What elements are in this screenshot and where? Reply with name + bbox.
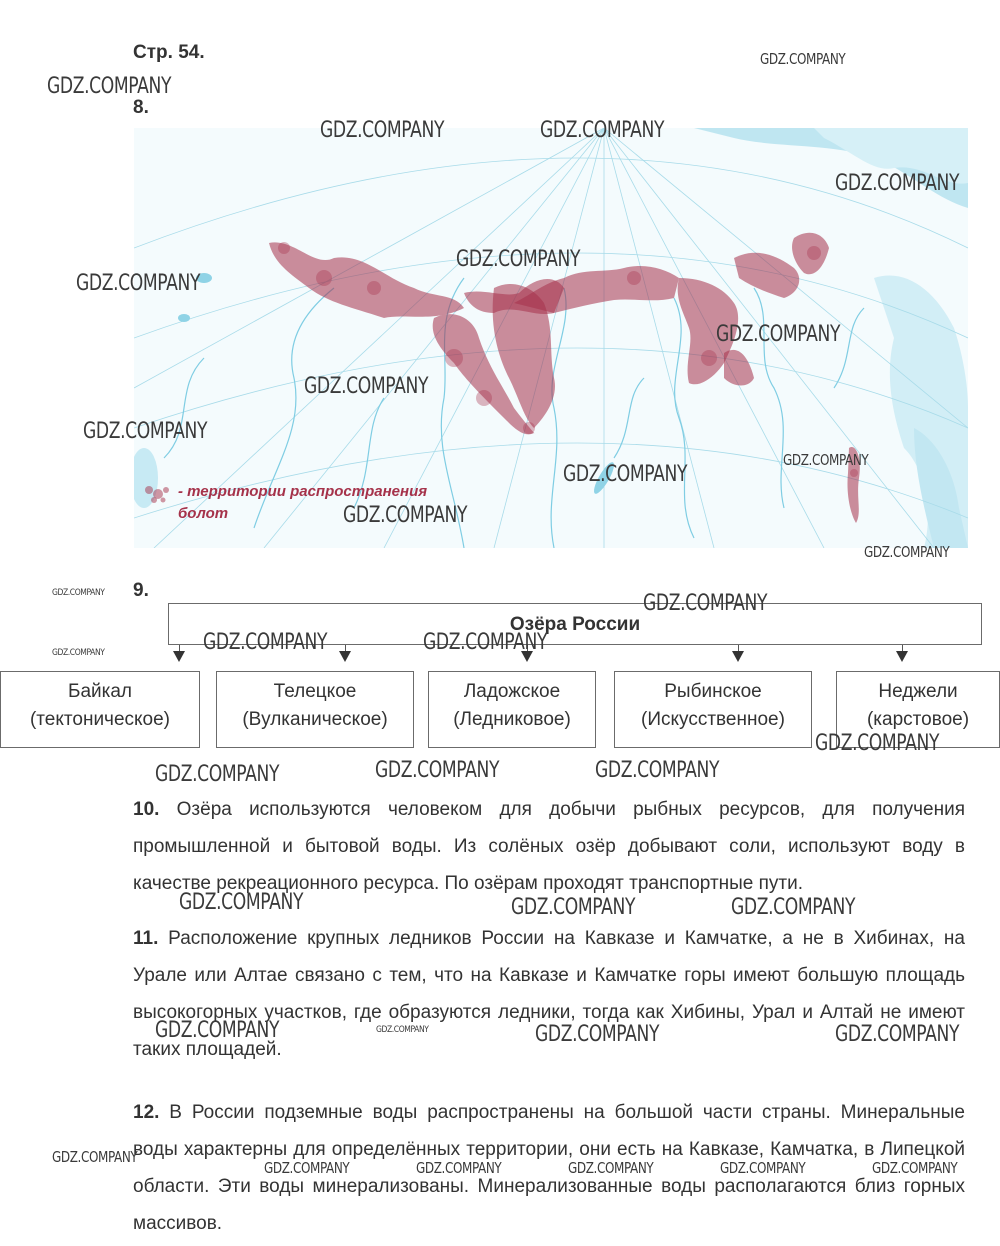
watermark: GDZ.COMPANY — [872, 1159, 958, 1177]
watermark: GDZ.COMPANY — [720, 1159, 806, 1177]
watermark: GDZ.COMPANY — [83, 419, 208, 444]
watermark: GDZ.COMPANY — [716, 322, 841, 347]
watermark: GDZ.COMPANY — [535, 1022, 660, 1047]
lake-name: Телецкое — [273, 681, 357, 702]
watermark: GDZ.COMPANY — [731, 895, 856, 920]
watermark: GDZ.COMPANY — [155, 1018, 280, 1043]
watermark: GDZ.COMPANY — [376, 1025, 429, 1035]
task-12-paragraph — [133, 1094, 965, 1242]
watermark: GDZ.COMPANY — [643, 591, 768, 616]
lake-box-rybinsk — [614, 671, 812, 748]
lake-box-ladoga — [428, 671, 596, 748]
lake-box-teletskoye — [216, 671, 414, 748]
lakes-title-box: Озёра России — [168, 603, 982, 645]
watermark: GDZ.COMPANY — [155, 762, 280, 787]
lake-type: (тектоническое) — [29, 709, 171, 730]
watermark: GDZ.COMPANY — [835, 1022, 960, 1047]
task-10-number: 10. — [133, 799, 160, 820]
watermark: GDZ.COMPANY — [304, 374, 429, 399]
task-11-text: Расположение крупных ледников России на Кавказе и Камчатке, а не в Хибинах, на Урале или Алтае связано с тем, что на Кавказе и Камчатке горы имеют большую площадь высокогорных участков, где образуются ледники, тогда как Хибины, Урал и Алтай не имеют таких площадей. — [133, 928, 965, 1060]
watermark: GDZ.COMPANY — [864, 543, 950, 561]
map-legend-text: - территории распространения болот — [178, 483, 428, 522]
watermark: GDZ.COMPANY — [320, 118, 445, 143]
watermark: GDZ.COMPANY — [52, 588, 105, 598]
lake-name: Рыбинское — [664, 681, 762, 702]
watermark: GDZ.COMPANY — [760, 50, 846, 68]
arrow-down-icon — [173, 651, 185, 662]
watermark: GDZ.COMPANY — [179, 890, 304, 915]
task-8-number: 8. — [133, 97, 149, 118]
task-10-paragraph — [133, 791, 965, 902]
watermark: GDZ.COMPANY — [264, 1159, 350, 1177]
lake-type: (Вулканическое) — [242, 709, 388, 730]
lake-type: (Ледниковое) — [453, 709, 571, 730]
task-12-text: В России подземные воды распространены на большой части страны. Минеральные воды характерны для определённых территории, они есть на Кавказе, Камчатка, в Липецкой области. Эти воды минерализованы. Минерализованные воды располагаются близ горных массивов. — [133, 1102, 966, 1234]
watermark: GDZ.COMPANY — [511, 895, 636, 920]
watermark: GDZ.COMPANY — [595, 758, 720, 783]
lake-name: Неджели — [878, 681, 958, 702]
watermark: GDZ.COMPANY — [375, 758, 500, 783]
watermark: GDZ.COMPANY — [203, 630, 328, 655]
task-11-number: 11. — [133, 928, 159, 949]
watermark: GDZ.COMPANY — [52, 648, 105, 658]
watermark: GDZ.COMPANY — [76, 271, 201, 296]
watermark: GDZ.COMPANY — [343, 503, 468, 528]
watermark: GDZ.COMPANY — [563, 462, 688, 487]
arrow-down-icon — [339, 651, 351, 662]
watermark: GDZ.COMPANY — [416, 1159, 502, 1177]
arrow-down-icon — [896, 651, 908, 662]
lake-box-baikal — [0, 671, 200, 748]
watermark: GDZ.COMPANY — [568, 1159, 654, 1177]
watermark: GDZ.COMPANY — [815, 731, 940, 756]
watermark: GDZ.COMPANY — [47, 74, 172, 99]
task-12-number: 12. — [133, 1102, 160, 1123]
lake-type: (карстовое) — [866, 709, 970, 730]
watermark: GDZ.COMPANY — [540, 118, 665, 143]
page-heading: Стр. 54. — [133, 42, 205, 63]
lake-type: (Искусственное) — [641, 709, 785, 730]
watermark: GDZ.COMPANY — [423, 630, 548, 655]
watermark: GDZ.COMPANY — [456, 247, 581, 272]
watermark: GDZ.COMPANY — [783, 451, 869, 469]
arrow-down-icon — [732, 651, 744, 662]
lake-name: Ладожское — [463, 681, 561, 702]
lake-name: Байкал — [67, 681, 133, 702]
task-9-number: 9. — [133, 580, 149, 601]
task-10-text: Озёра используются человеком для добычи рыбных ресурсов, для получения промышленной и бытовой воды. Из солёных озёр добывают соли, используют воду в качестве рекреационного ресурса. По озёрам проходят транспортные пути. — [133, 799, 966, 894]
watermark: GDZ.COMPANY — [52, 1148, 138, 1166]
watermark: GDZ.COMPANY — [835, 171, 960, 196]
